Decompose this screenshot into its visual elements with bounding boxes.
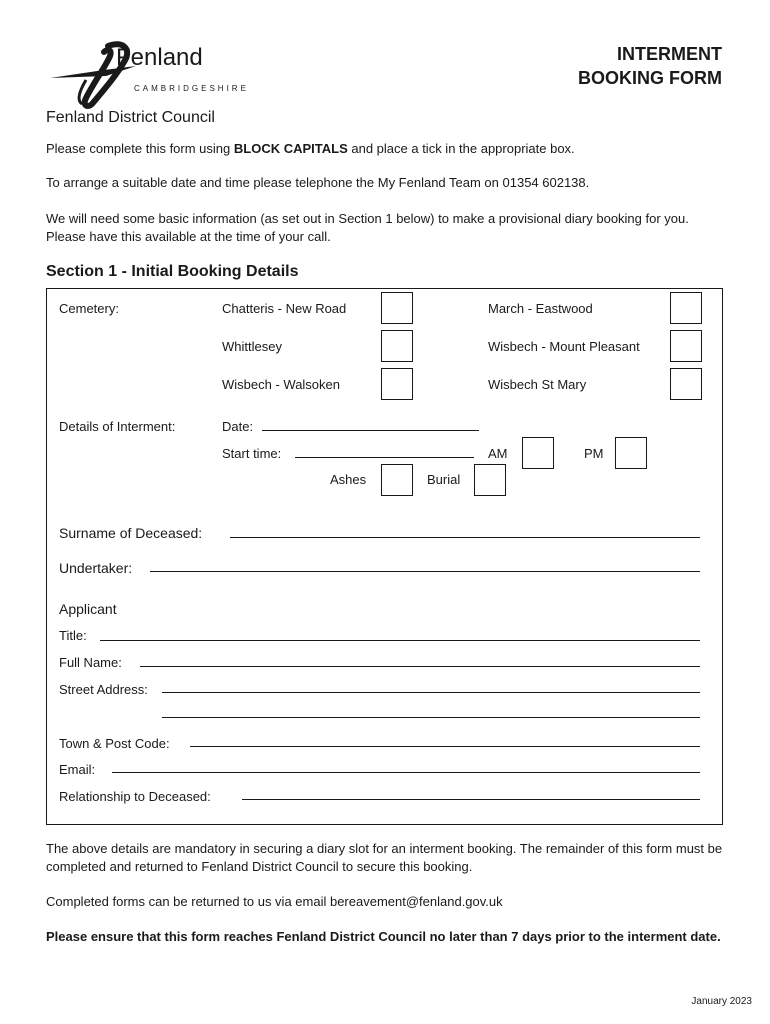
street-address-label: Street Address: [59,682,148,697]
form-title-line2: BOOKING FORM [578,68,722,88]
form-title-line1: INTERMENT [617,44,722,64]
cemetery-label: Cemetery: [59,301,119,316]
street-address-field-line2[interactable] [162,717,700,718]
cemetery-checkbox-walsoken[interactable] [381,368,413,400]
cemetery-option-label: Chatteris - New Road [222,301,347,316]
cemetery-checkbox-march[interactable] [670,292,702,324]
town-postcode-label: Town & Post Code: [59,736,170,751]
section-1-heading: Section 1 - Initial Booking Details [46,263,299,280]
start-time-label: Start time: [222,446,282,461]
document-date: January 2023 [691,996,752,1007]
fullname-label: Full Name: [59,655,122,670]
pm-checkbox[interactable] [615,437,647,469]
surname-field[interactable] [230,537,700,538]
ashes-label: Ashes [330,472,367,487]
footer-paragraph-3: Please ensure that this form reaches Fenland District Council no later than 7 days prior to the interment date. [46,929,721,944]
am-checkbox[interactable] [522,437,554,469]
intro-paragraph-1: Please complete this form using BLOCK CAPITALS and place a tick in the appropriate box. [46,141,575,156]
date-field[interactable] [262,430,479,431]
surname-label: Surname of Deceased: [59,525,203,541]
street-address-field[interactable] [162,692,700,693]
cemetery-checkbox-mount-pleasant[interactable] [670,330,702,362]
town-postcode-field[interactable] [190,746,700,747]
cemetery-checkbox-whittlesey[interactable] [381,330,413,362]
title-field[interactable] [100,640,700,641]
relationship-label: Relationship to Deceased: [59,789,211,804]
cemetery-option-label: March - Eastwood [488,301,593,316]
undertaker-field[interactable] [150,571,700,572]
cemetery-checkbox-chatteris[interactable] [381,292,413,324]
ashes-checkbox[interactable] [381,464,413,496]
interment-label: Details of Interment: [59,419,176,434]
footer-paragraph-2: Completed forms can be returned to us via email bereavement@fenland.gov.uk [46,894,503,909]
block-capitals-emphasis: BLOCK CAPITALS [233,141,348,156]
form-title [578,42,722,90]
cemetery-option-label: Wisbech - Mount Pleasant [488,339,640,354]
pm-label: PM [584,446,604,461]
burial-checkbox[interactable] [474,464,506,496]
am-label: AM [488,446,508,461]
email-label: Email: [59,762,96,777]
council-name: Fenland District Council [46,109,215,126]
footer-paragraph-1: The above details are mandatory in securing a diary slot for an interment booking. The remainder of this form must be completed and returned to Fenland District Council to secure this booking. [46,841,723,874]
title-label: Title: [59,628,87,643]
cemetery-option-label: Wisbech St Mary [488,377,587,392]
logo-name: Fenland [116,44,203,71]
applicant-heading: Applicant [59,601,117,617]
cemetery-checkbox-st-mary[interactable] [670,368,702,400]
email-field[interactable] [112,772,700,773]
fullname-field[interactable] [140,666,700,667]
cemetery-option-label: Whittlesey [222,339,282,354]
logo [46,40,249,130]
start-time-field[interactable] [295,457,474,458]
undertaker-label: Undertaker: [59,560,133,576]
burial-label: Burial [427,472,461,487]
cemetery-option-label: Wisbech - Walsoken [222,377,340,392]
logo-subtitle: CAMBRIDGESHIRE [134,84,249,93]
intro-paragraph-3: We will need some basic information (as set out in Section 1 below) to make a provisional diary booking for you. Please have this available at the time of your call. [46,211,689,244]
intro-paragraph-2: To arrange a suitable date and time please telephone the My Fenland Team on 01354 602138. [46,175,590,190]
relationship-field[interactable] [242,799,700,800]
date-label: Date: [222,419,254,434]
